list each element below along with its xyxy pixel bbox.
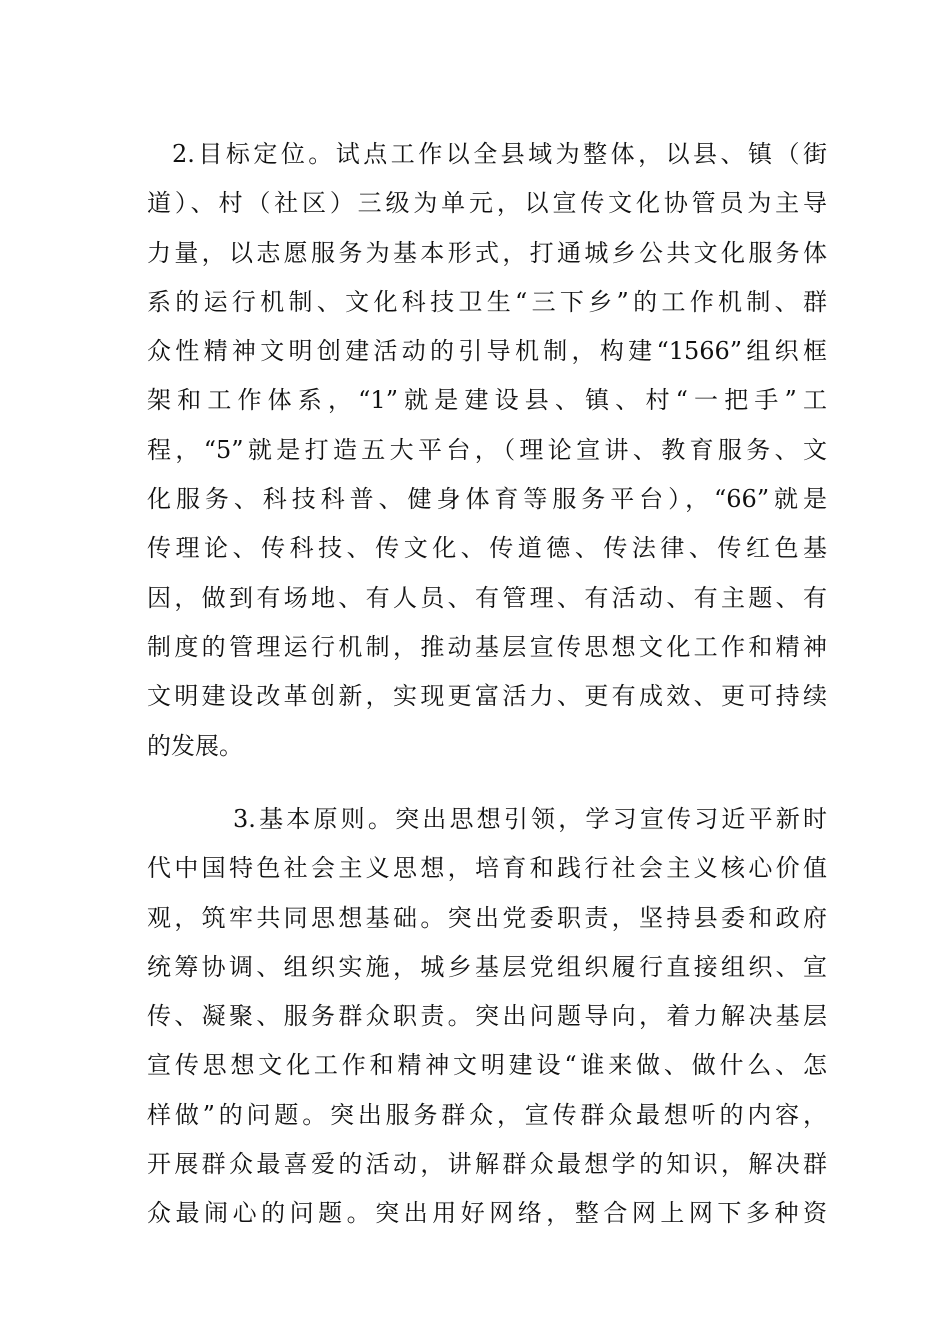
text-line: 力量，以志愿服务为基本形式，打通城乡公共文化服务体	[147, 238, 827, 267]
paragraph-basic-principles	[147, 795, 827, 1239]
paragraph-goal-positioning	[147, 130, 827, 771]
text-line: 化服务、科技科普、健身体育等服务平台），“66”就是	[147, 485, 827, 514]
text-line: 众最闹心的问题。突出用好网络，整合网上网下多种资	[147, 1199, 827, 1228]
text-line: 道）、村（社区）三级为单元，以宣传文化协管员为主导	[147, 189, 827, 218]
text-line: 传理论、传科技、传文化、传道德、传法律、传红色基	[147, 534, 827, 563]
text-line: 样做”的问题。突出服务群众，宣传群众最想听的内容，	[147, 1100, 827, 1129]
text-line: 代中国特色社会主义思想，培育和践行社会主义核心价值	[147, 854, 827, 883]
text-line: 宣传思想文化工作和精神文明建设“谁来做、做什么、怎	[147, 1051, 827, 1080]
text-line: 众性精神文明创建活动的引导机制，构建“1566”组织框	[147, 337, 827, 366]
text-line: 2.目标定位。试点工作以全县域为整体，以县、镇（街	[172, 140, 827, 168]
text-line: 统筹协调、组织实施，城乡基层党组织履行直接组织、宣	[147, 952, 827, 981]
text-line: 的发展。	[147, 731, 243, 760]
text-line: 程，“5”就是打造五大平台，（理论宣讲、教育服务、文	[147, 435, 827, 464]
text-line: 制度的管理运行机制，推动基层宣传思想文化工作和精神	[147, 632, 827, 661]
text-line: 文明建设改革创新，实现更富活力、更有成效、更可持续	[147, 682, 827, 711]
text-line: 架和工作体系，“1”就是建设县、镇、村“一把手”工	[147, 386, 827, 415]
text-line: 观，筑牢共同思想基础。突出党委职责，坚持县委和政府	[147, 903, 827, 932]
text-line: 传、凝聚、服务群众职责。突出问题导向，着力解决基层	[147, 1002, 827, 1031]
text-line: 因，做到有场地、有人员、有管理、有活动、有主题、有	[147, 583, 827, 612]
text-line: 系的运行机制、文化科技卫生“三下乡”的工作机制、群	[147, 287, 827, 316]
text-line: 开展群众最喜爱的活动，讲解群众最想学的知识，解决群	[147, 1150, 827, 1179]
text-line: 3.基本原则。突出思想引领，学习宣传习近平新时	[233, 805, 827, 833]
